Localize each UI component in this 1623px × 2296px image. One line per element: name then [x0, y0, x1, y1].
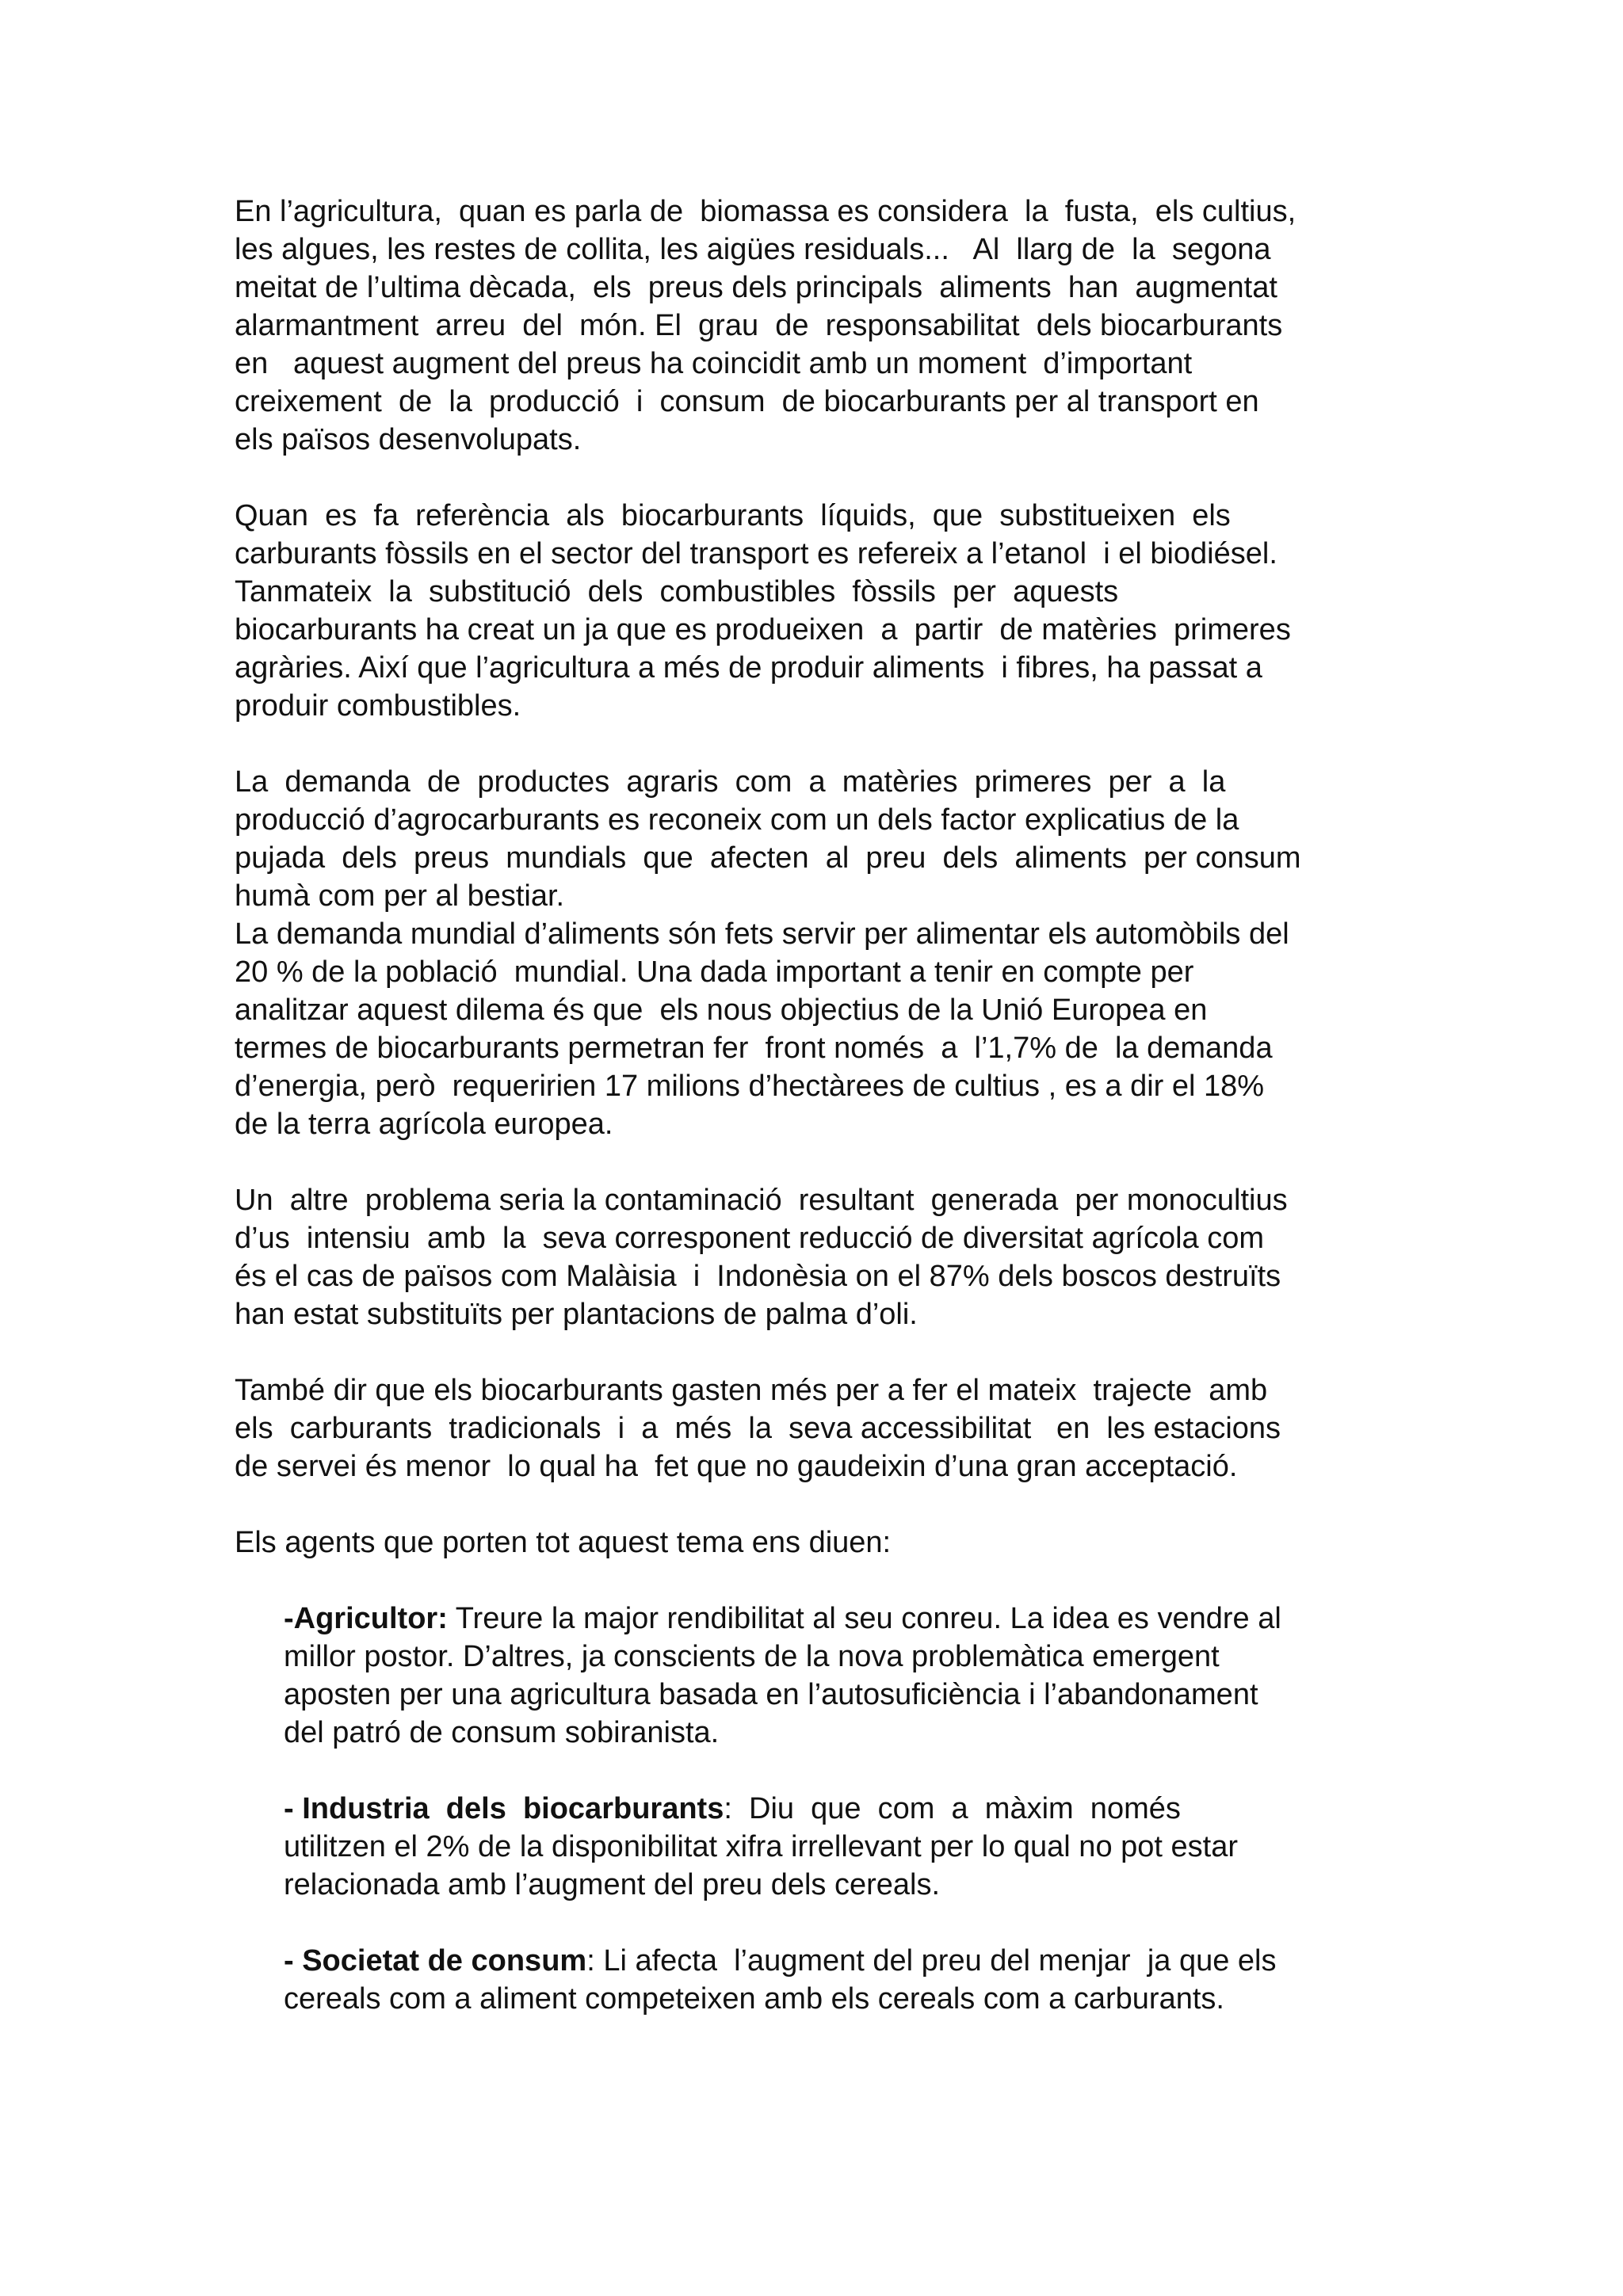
text-line: També dir que els biocarburants gasten més per a fer el mateix trajecte amb — [235, 1374, 1268, 1407]
paragraph-demanda — [235, 763, 1415, 1143]
text-line: de la terra agrícola europea. — [235, 1108, 613, 1141]
text-line: els països desenvolupats. — [235, 423, 582, 456]
text-line: pujada dels preus mundials que afecten al preu dels aliments per consum — [235, 841, 1301, 875]
text-line: aposten per una agricultura basada en l’autosuficiència i l’abandonament — [284, 1678, 1258, 1711]
agent-item-societat — [284, 1942, 1415, 2018]
agent-label: - Societat de consum — [284, 1944, 587, 1978]
text-line: La demanda mundial d’aliments són fets servir per alimentar els automòbils del — [235, 917, 1289, 951]
text-line: relacionada amb l’augment del preu dels cereals. — [284, 1868, 941, 1901]
text-line: utilitzen el 2% de la disponibilitat xifra irrellevant per lo qual no pot estar — [284, 1830, 1238, 1863]
text-line: és el cas de països com Malàisia i Indonèsia on el 87% dels boscos destruïts — [235, 1260, 1281, 1293]
text-line: Tanmateix la substitució dels combustibles fòssils per aquests — [235, 575, 1119, 608]
agent-item-industria — [284, 1790, 1415, 1904]
agent-text: : Li afecta l’augment del preu del menjar ja que els — [586, 1944, 1277, 1978]
text-line: han estat substituïts per plantacions de palma d’oli. — [235, 1298, 918, 1331]
agent-item-agricultor — [284, 1600, 1415, 1752]
text-line — [284, 1600, 1415, 1638]
text-line: Quan es fa referència als biocarburants líquids, que substitueixen els — [235, 499, 1231, 532]
text-line: humà com per al bestiar. — [235, 879, 565, 913]
text-line: Un altre problema seria la contaminació resultant generada per monocultius — [235, 1184, 1288, 1217]
document-body — [235, 193, 1415, 2056]
paragraph-acceptacio — [235, 1371, 1415, 1486]
text-line: d’us intensiu amb la seva corresponent reducció de diversitat agrícola com — [235, 1222, 1264, 1255]
paragraph-biocarburants-liquids — [235, 497, 1415, 725]
text-line: 20 % de la població mundial. Una dada important a tenir en compte per — [235, 955, 1194, 989]
text-line: biocarburants ha creat un ja que es produeixen a partir de matèries primeres — [235, 613, 1291, 646]
text-line: La demanda de productes agraris com a matèries primeres per a la — [235, 765, 1226, 799]
text-line: els carburants tradicionals i a més la seva accessibilitat en les estacions — [235, 1412, 1281, 1445]
text-line: produir combustibles. — [235, 689, 521, 723]
text-line: agràries. Així que l’agricultura a més de produir aliments i fibres, ha passat a — [235, 651, 1262, 685]
text-line: En l’agricultura, quan es parla de biomassa es considera la fusta, els cultius, — [235, 195, 1296, 228]
text-line: creixement de la producció i consum de biocarburants per al transport en — [235, 385, 1259, 418]
text-line: d’energia, però requeririen 17 milions d’hectàrees de cultius , es a dir el 18% — [235, 1070, 1265, 1103]
agent-label: - Industria dels biocarburants — [284, 1792, 724, 1825]
paragraph-contaminacio — [235, 1181, 1415, 1333]
agent-label: -Agricultor: — [284, 1602, 448, 1635]
text-line — [284, 1942, 1415, 1980]
agent-text: Treure la major rendibilitat al seu conreu. La idea es vendre al — [447, 1602, 1281, 1635]
text-line: Els agents que porten tot aquest tema ens diuen: — [235, 1526, 892, 1559]
paragraph-agents-intro — [235, 1524, 1415, 1562]
paragraph-biomassa — [235, 193, 1415, 459]
text-line: carburants fòssils en el sector del transport es refereix a l’etanol i el biodiésel. — [235, 537, 1277, 570]
text-line: cereals com a aliment competeixen amb els cereals com a carburants. — [284, 1982, 1224, 2016]
text-line: meitat de l’ultima dècada, els preus dels principals aliments han augmentat — [235, 271, 1277, 304]
text-line: termes de biocarburants permetran fer front només a l’1,7% de la demanda — [235, 1032, 1273, 1065]
text-line: en aquest augment del preus ha coincidit amb un moment d’important — [235, 347, 1193, 380]
text-line: producció d’agrocarburants es reconeix com un dels factor explicatius de la — [235, 803, 1239, 837]
text-line: alarmantment arreu del món. El grau de responsabilitat dels biocarburants — [235, 309, 1283, 342]
text-line: de servei és menor lo qual ha fet que no gaudeixin d’una gran acceptació. — [235, 1450, 1238, 1483]
text-line — [284, 1790, 1415, 1828]
text-line: del patró de consum sobiranista. — [284, 1716, 720, 1749]
text-line: les algues, les restes de collita, les aigües residuals... Al llarg de la segona — [235, 233, 1271, 266]
text-line: millor postor. D’altres, ja conscients de la nova problemàtica emergent — [284, 1640, 1220, 1673]
agent-text: : Diu que com a màxim només — [724, 1792, 1181, 1825]
text-line: analitzar aquest dilema és que els nous objectius de la Unió Europea en — [235, 994, 1208, 1027]
